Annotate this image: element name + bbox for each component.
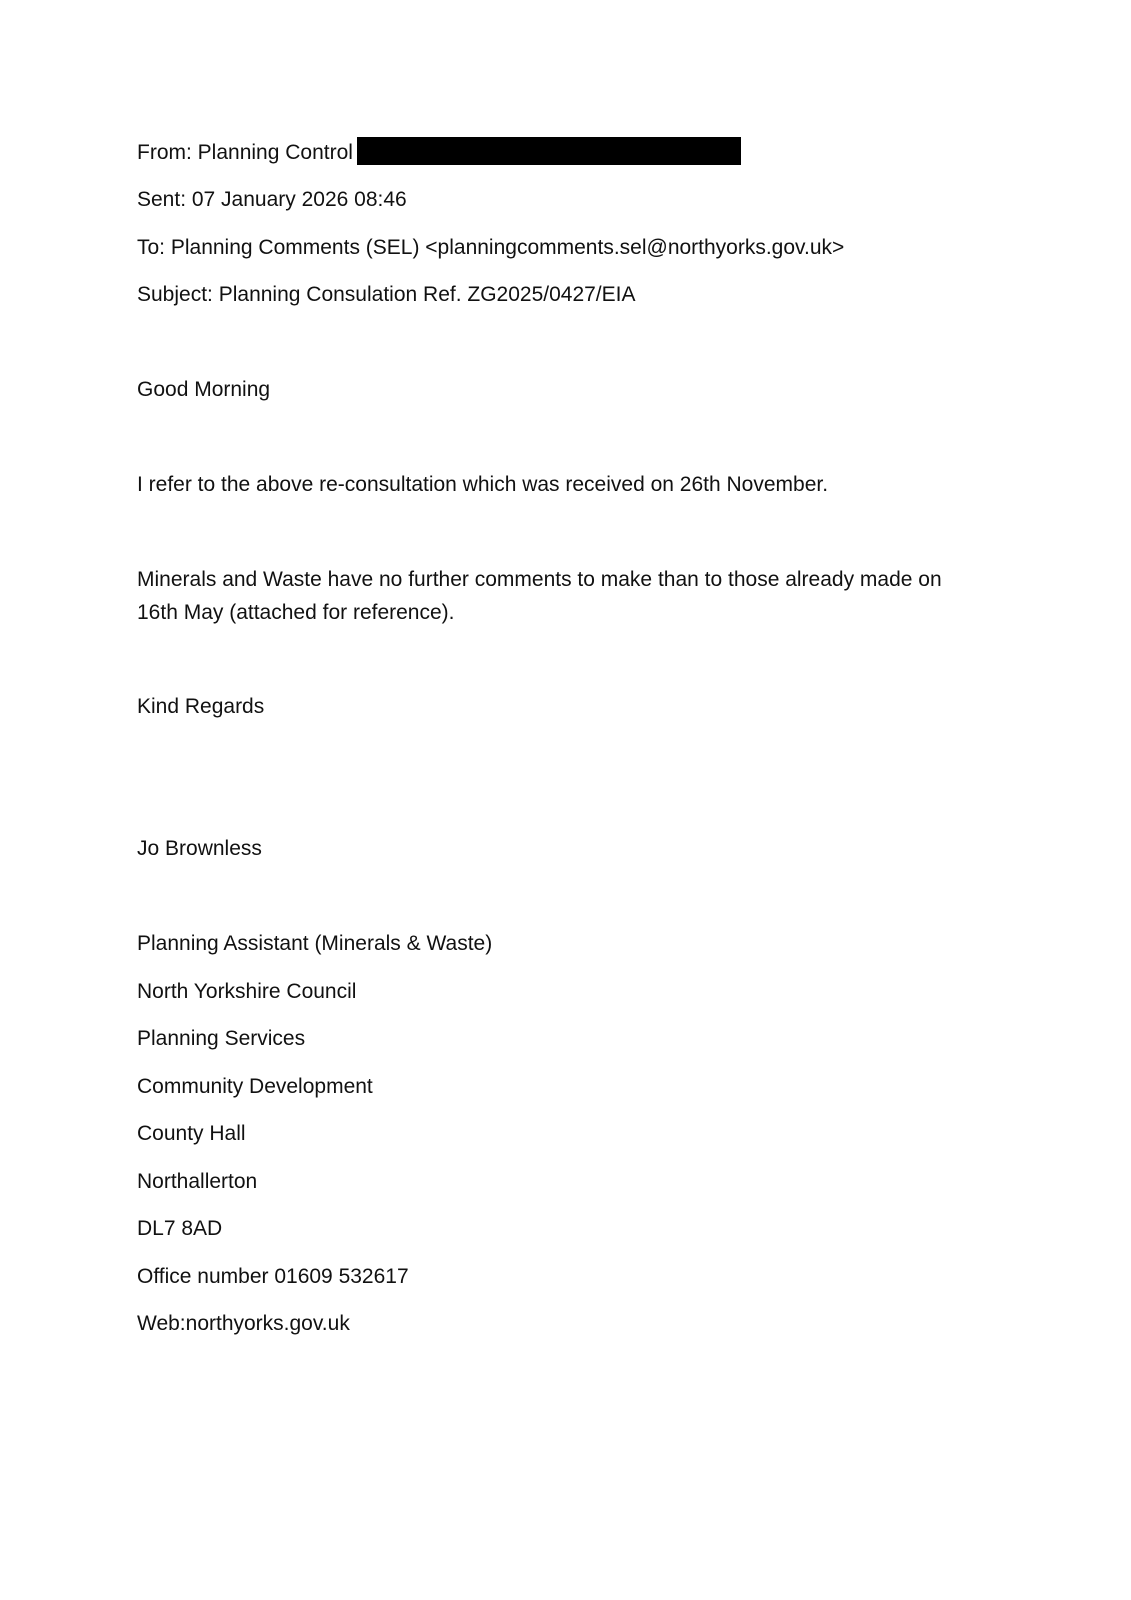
- signature-division: Community Development: [137, 1075, 373, 1098]
- signature-web: Web:northyorks.gov.uk: [137, 1312, 350, 1335]
- redacted-email-block: [357, 137, 741, 165]
- closing: Kind Regards: [137, 695, 265, 718]
- from-label: From: Planning Control: [137, 141, 353, 164]
- paragraph-comments-line2: 16th May (attached for reference).: [137, 601, 455, 624]
- from-line: [137, 136, 741, 169]
- signature-building: County Hall: [137, 1122, 246, 1145]
- sent-line: Sent: 07 January 2026 08:46: [137, 188, 407, 211]
- signature-phone: Office number 01609 532617: [137, 1265, 409, 1288]
- subject-line: Subject: Planning Consulation Ref. ZG2025/0427/EIA: [137, 283, 636, 306]
- signature-town: Northallerton: [137, 1170, 258, 1193]
- paragraph-comments-line1: Minerals and Waste have no further comments to make than to those already made on: [137, 568, 942, 591]
- paragraph-reference: I refer to the above re-consultation which was received on 26th November.: [137, 473, 829, 496]
- to-line: To: Planning Comments (SEL) <planningcomments.sel@northyorks.gov.uk>: [137, 236, 845, 259]
- signature-title: Planning Assistant (Minerals & Waste): [137, 932, 493, 955]
- signature-name: Jo Brownless: [137, 837, 262, 860]
- greeting: Good Morning: [137, 378, 271, 401]
- signature-department: Planning Services: [137, 1027, 306, 1050]
- signature-organisation: North Yorkshire Council: [137, 980, 357, 1003]
- signature-postcode: DL7 8AD: [137, 1217, 223, 1240]
